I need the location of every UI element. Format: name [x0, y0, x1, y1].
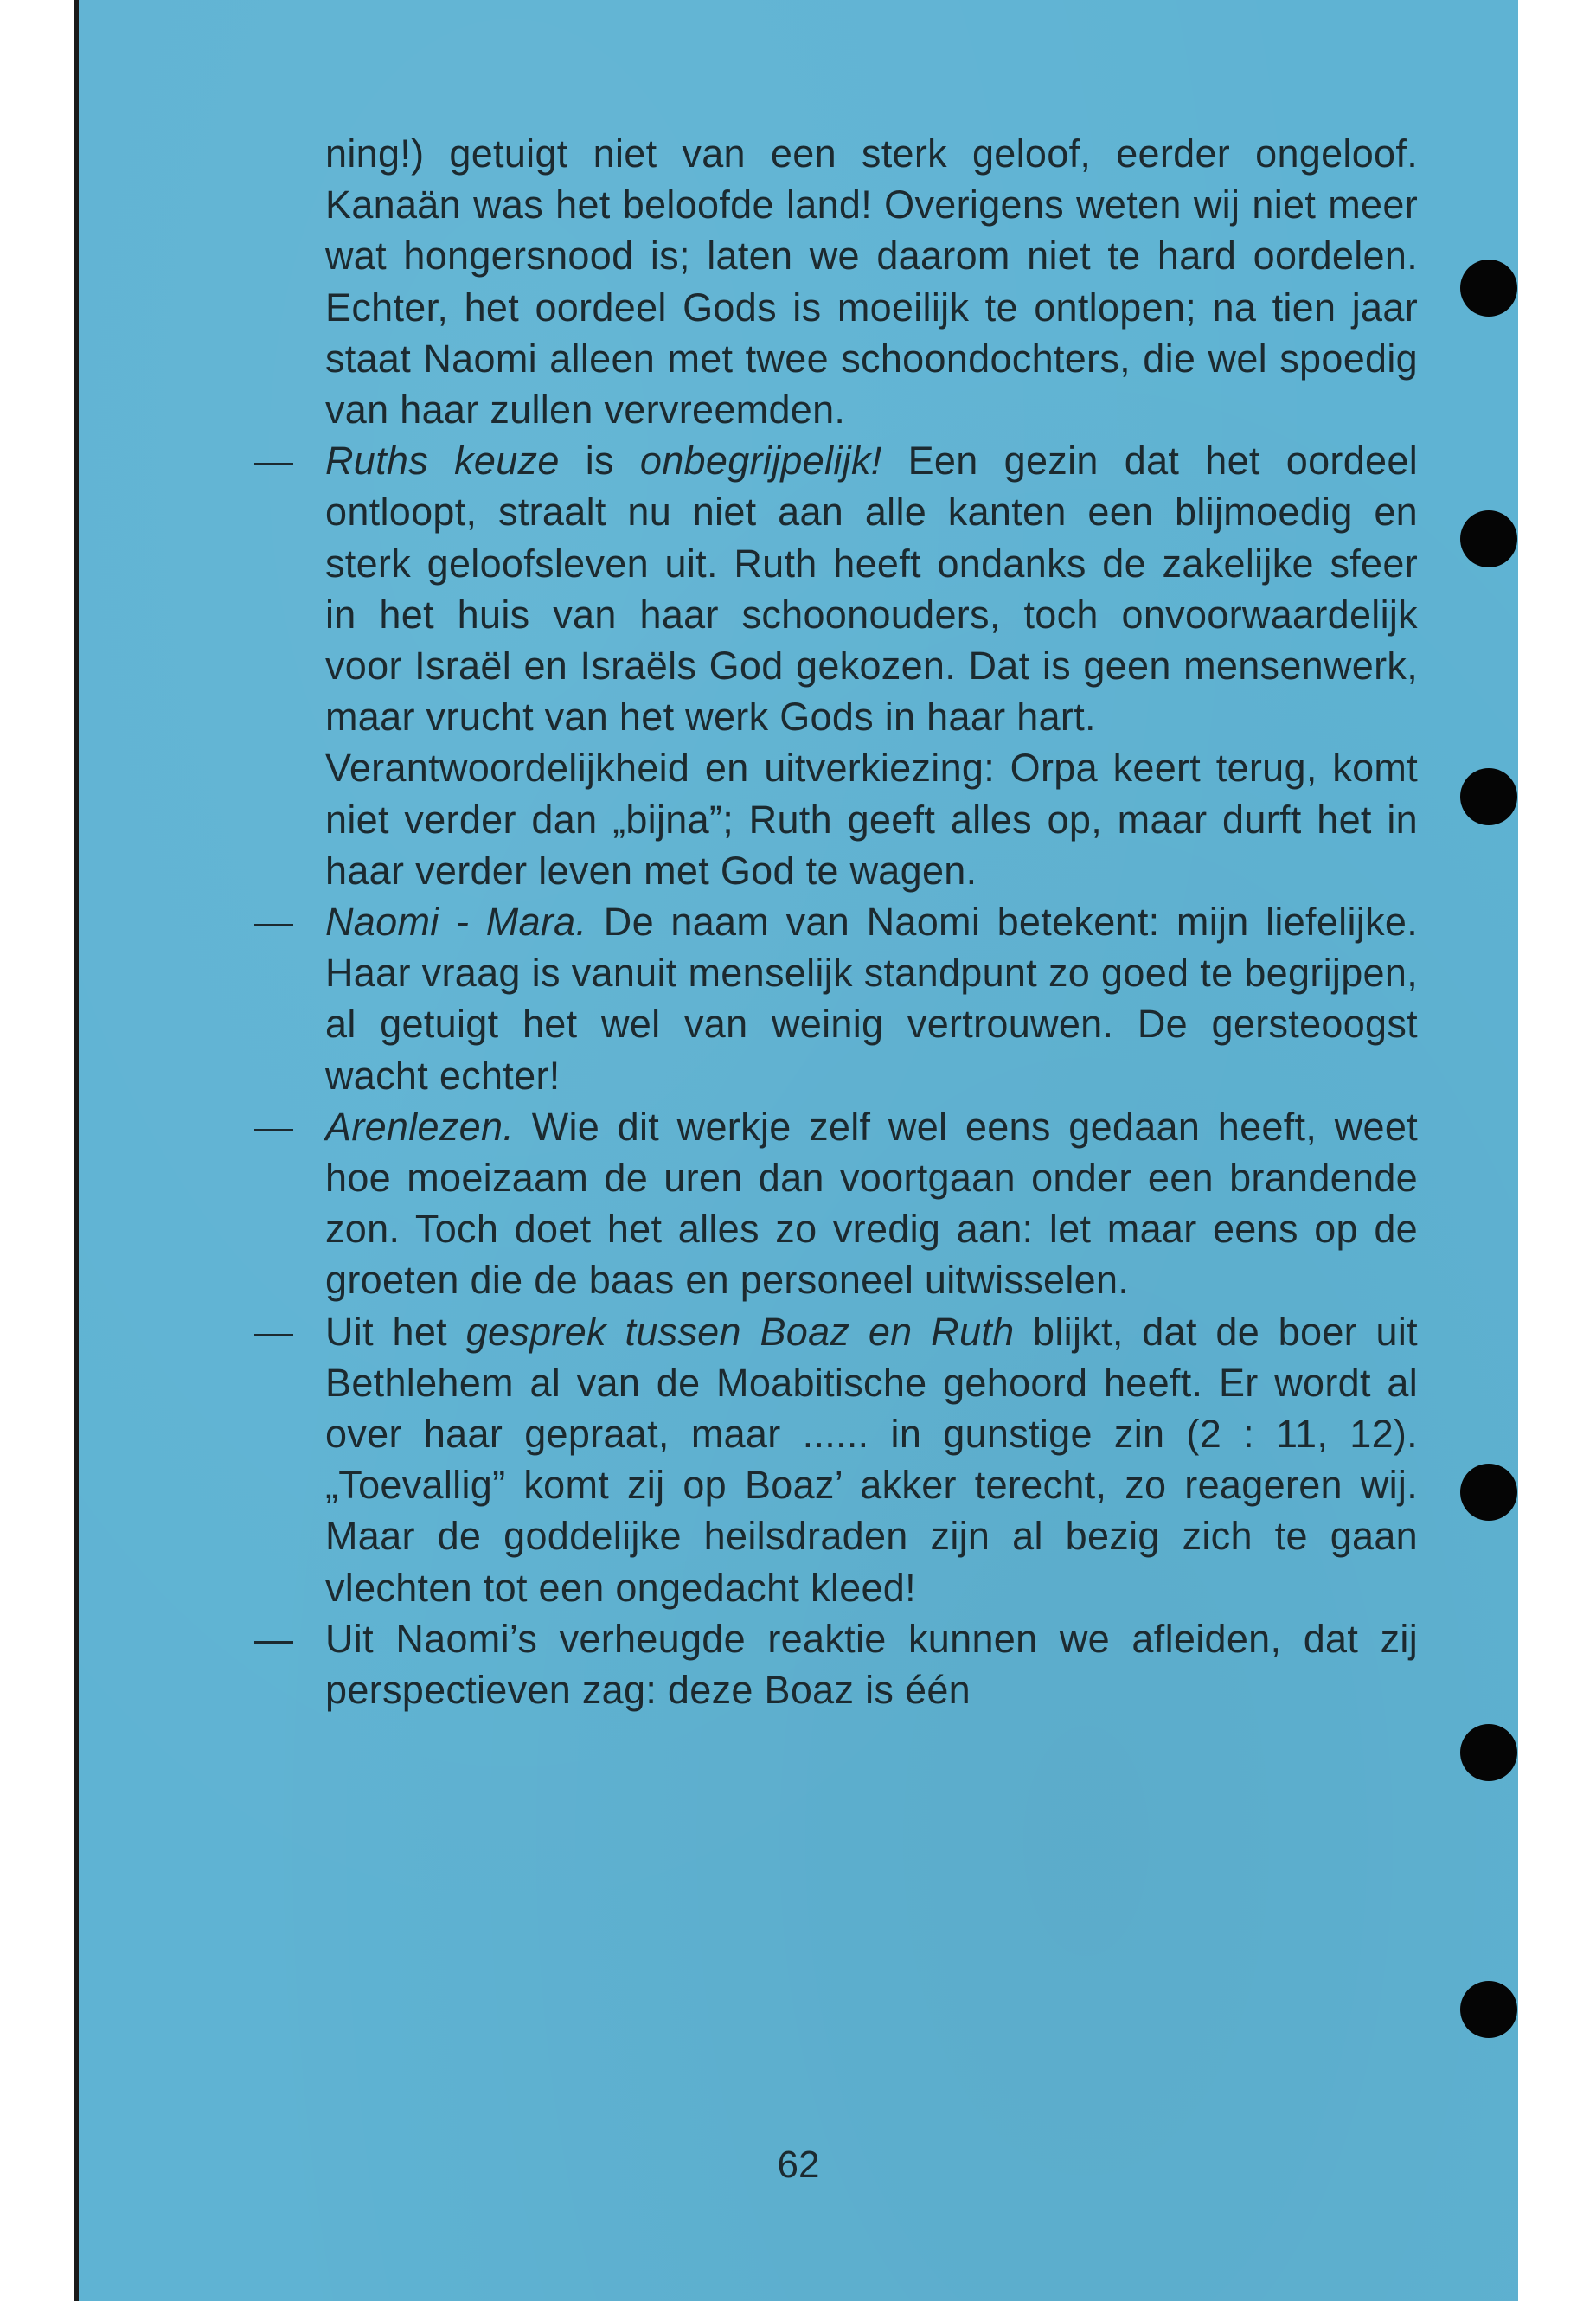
text-run: Verantwoordelijkheid en uitverkiezing: Orpa keert terug, komt niet verder dan „bijna”; Ruth geeft alles op, maar durft het in haar verder leven met God te wagen. [325, 746, 1418, 893]
text-run: is [559, 439, 640, 484]
page-number: 62 [777, 2144, 820, 2186]
text-run: Uit het [325, 1309, 466, 1354]
paragraph [325, 742, 1418, 896]
text-run: blijkt, dat de boer uit Bethlehem al van de Moabitische gehoord heeft. Er wordt al over haar gepraat, maar ...... in gunstige zin (2 : 11, 12). „Toevallig” komt zij op Boaz’ akker terecht, zo reageren wij. Maar de goddelijke heilsdraden zijn al bezig zich te gaan vlechten tot een ongedacht kleed! [325, 1309, 1418, 1610]
text-run-italic: onbegrijpelijk! [639, 439, 882, 484]
dashed-paragraph [325, 1613, 1418, 1715]
text-run: Een gezin dat het oordeel ontloopt, straalt nu niet aan alle kanten een blijmoedig en sterk geloofsleven uit. Ruth heeft ondanks de zakelijke sfeer in het huis van haar schoonouders, toch onvoorwaardelijk voor Israël en Israëls God gekozen. Dat is geen mensenwerk, maar vrucht van het werk Gods in haar hart. [325, 439, 1418, 740]
text-run: Wie dit werkje zelf wel eens gedaan heeft, weet hoe moeizaam de uren dan voortgaan onder een brandende zon. Toch doet het alles zo vredig aan: let maar eens op de groeten die de baas en personeel uitwisselen. [325, 1104, 1418, 1303]
punch-hole-icon [1460, 510, 1517, 567]
dashed-paragraph [325, 1101, 1418, 1306]
page-text [325, 128, 1418, 1715]
punch-hole-icon [1460, 1724, 1517, 1781]
book-page [74, 0, 1518, 2301]
punch-hole-icon [1460, 768, 1517, 825]
dashed-paragraph [325, 896, 1418, 1101]
dashed-paragraph [325, 435, 1418, 742]
punch-hole-icon [1460, 1464, 1517, 1521]
punch-hole-icon [1460, 1981, 1517, 2038]
text-run-italic: Arenlezen. [325, 1104, 515, 1149]
punch-hole-icon [1460, 260, 1517, 317]
text-run: Uit Naomi’s verheugde reaktie kunnen we afleiden, dat zij perspectieven zag: deze Boaz is één [325, 1616, 1418, 1713]
text-run: De naam van Naomi betekent: mijn liefelijke. Haar vraag is vanuit menselijk standpunt zo goed te begrijpen, al getuigt het wel van weinig vertrouwen. De gersteoogst wacht echter! [325, 900, 1418, 1098]
text-run-italic: Naomi - Mara. [325, 900, 587, 945]
text-run-italic: gesprek tussen Boaz en Ruth [465, 1309, 1015, 1354]
text-run: ning!) getuigt niet van een sterk geloof, eerder ongeloof. Kanaän was het beloofde land! Overigens weten wij niet meer wat hongersnood is; laten we daarom niet te hard oordelen. Echter, het oordeel Gods is moeilijk te ontlopen; na tien jaar staat Naomi alleen met twee schoondochters, die wel spoedig van haar zullen vervreemden. [325, 131, 1418, 433]
text-run-italic: Ruths keuze [325, 439, 560, 484]
paragraph [325, 128, 1418, 435]
dashed-paragraph [325, 1306, 1418, 1613]
